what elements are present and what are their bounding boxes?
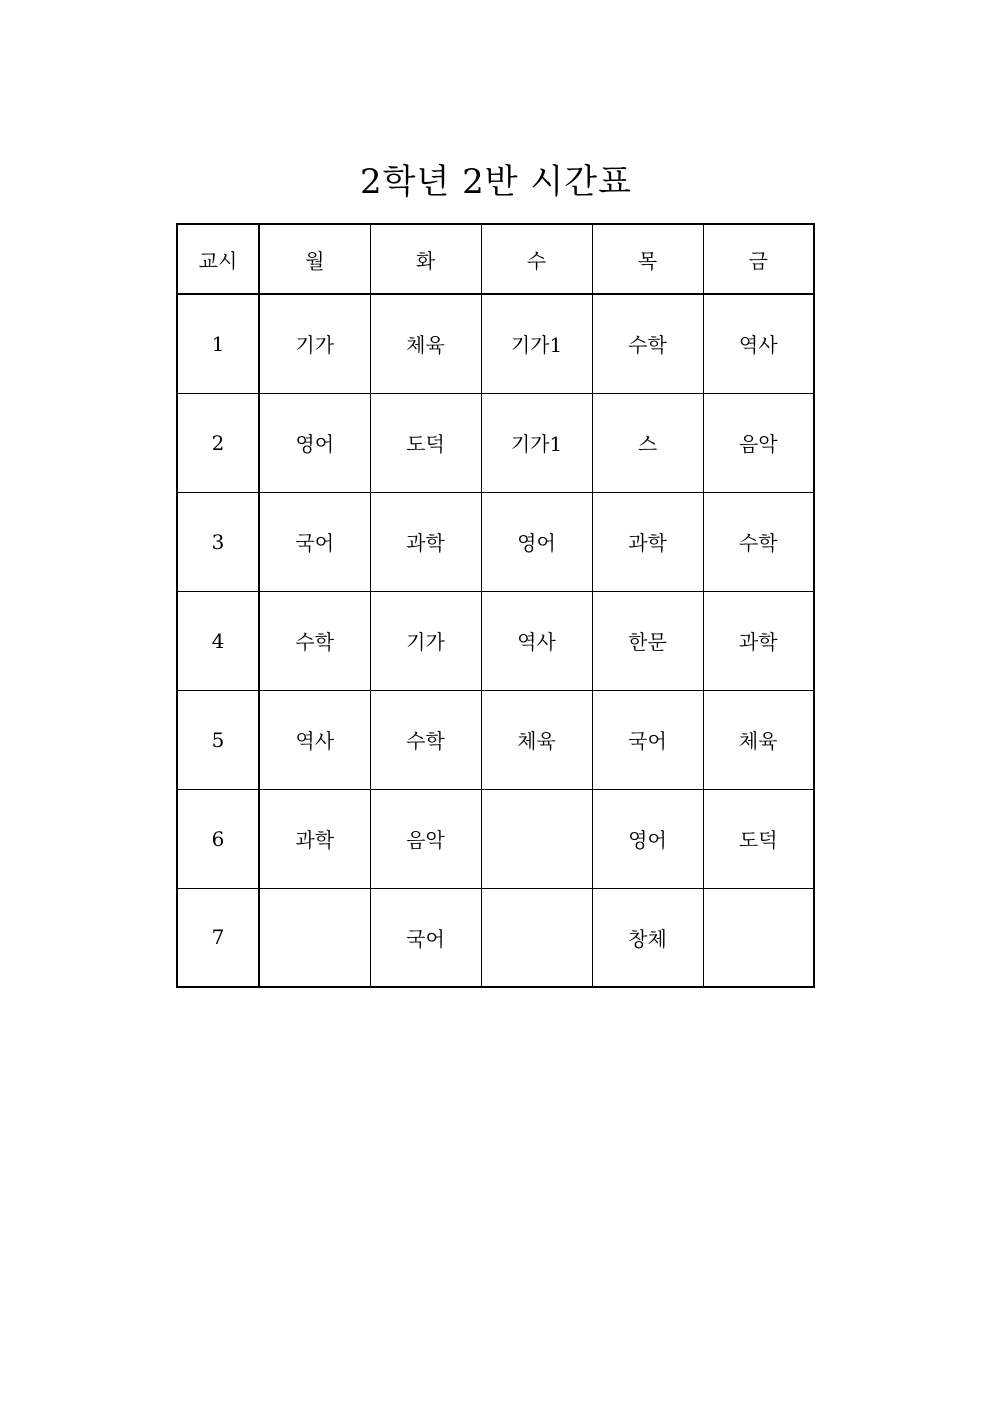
table-cell: 기가1 — [481, 393, 592, 492]
table-cell: 음악 — [370, 789, 481, 888]
table-row — [177, 393, 814, 492]
header-fri: 금 — [703, 224, 814, 294]
table-cell: 국어 — [259, 492, 370, 591]
table-cell: 창체 — [592, 888, 703, 987]
table-cell: 과학 — [703, 591, 814, 690]
table-cell: 음악 — [703, 393, 814, 492]
table-cell: 수학 — [259, 591, 370, 690]
table-cell: 수학 — [592, 294, 703, 393]
table-cell: 영어 — [592, 789, 703, 888]
period-cell: 1 — [177, 294, 259, 393]
table-cell: 체육 — [481, 690, 592, 789]
table-cell: 과학 — [592, 492, 703, 591]
table-cell: 영어 — [259, 393, 370, 492]
table-cell: 국어 — [592, 690, 703, 789]
table-cell: 도덕 — [703, 789, 814, 888]
table-cell: 스 — [592, 393, 703, 492]
table-cell: 역사 — [259, 690, 370, 789]
table-cell: 도덕 — [370, 393, 481, 492]
table-cell: 한문 — [592, 591, 703, 690]
page-title: 2학년 2반 시간표 — [360, 162, 632, 202]
period-cell: 5 — [177, 690, 259, 789]
table-row — [177, 294, 814, 393]
table-cell: 체육 — [370, 294, 481, 393]
table-row — [177, 789, 814, 888]
table-cell: 과학 — [259, 789, 370, 888]
header-wed: 수 — [481, 224, 592, 294]
period-cell: 7 — [177, 888, 259, 987]
table-cell: 영어 — [481, 492, 592, 591]
header-row — [177, 224, 814, 294]
table-cell: 역사 — [481, 591, 592, 690]
table-cell: 수학 — [370, 690, 481, 789]
table-cell: 체육 — [703, 690, 814, 789]
timetable — [176, 223, 815, 988]
header-thu: 목 — [592, 224, 703, 294]
table-cell: 기가 — [370, 591, 481, 690]
header-period: 교시 — [177, 224, 259, 294]
table-cell: 기가1 — [481, 294, 592, 393]
period-cell: 3 — [177, 492, 259, 591]
table-row — [177, 492, 814, 591]
table-cell — [481, 789, 592, 888]
period-cell: 2 — [177, 393, 259, 492]
table-cell: 수학 — [703, 492, 814, 591]
table-row — [177, 591, 814, 690]
table-row — [177, 690, 814, 789]
table-cell: 기가 — [259, 294, 370, 393]
period-cell: 6 — [177, 789, 259, 888]
table-cell: 국어 — [370, 888, 481, 987]
table-cell — [703, 888, 814, 987]
table-row — [177, 888, 814, 987]
table-cell: 과학 — [370, 492, 481, 591]
table-cell: 역사 — [703, 294, 814, 393]
period-cell: 4 — [177, 591, 259, 690]
header-mon: 월 — [259, 224, 370, 294]
header-tue: 화 — [370, 224, 481, 294]
table-cell — [481, 888, 592, 987]
table-cell — [259, 888, 370, 987]
